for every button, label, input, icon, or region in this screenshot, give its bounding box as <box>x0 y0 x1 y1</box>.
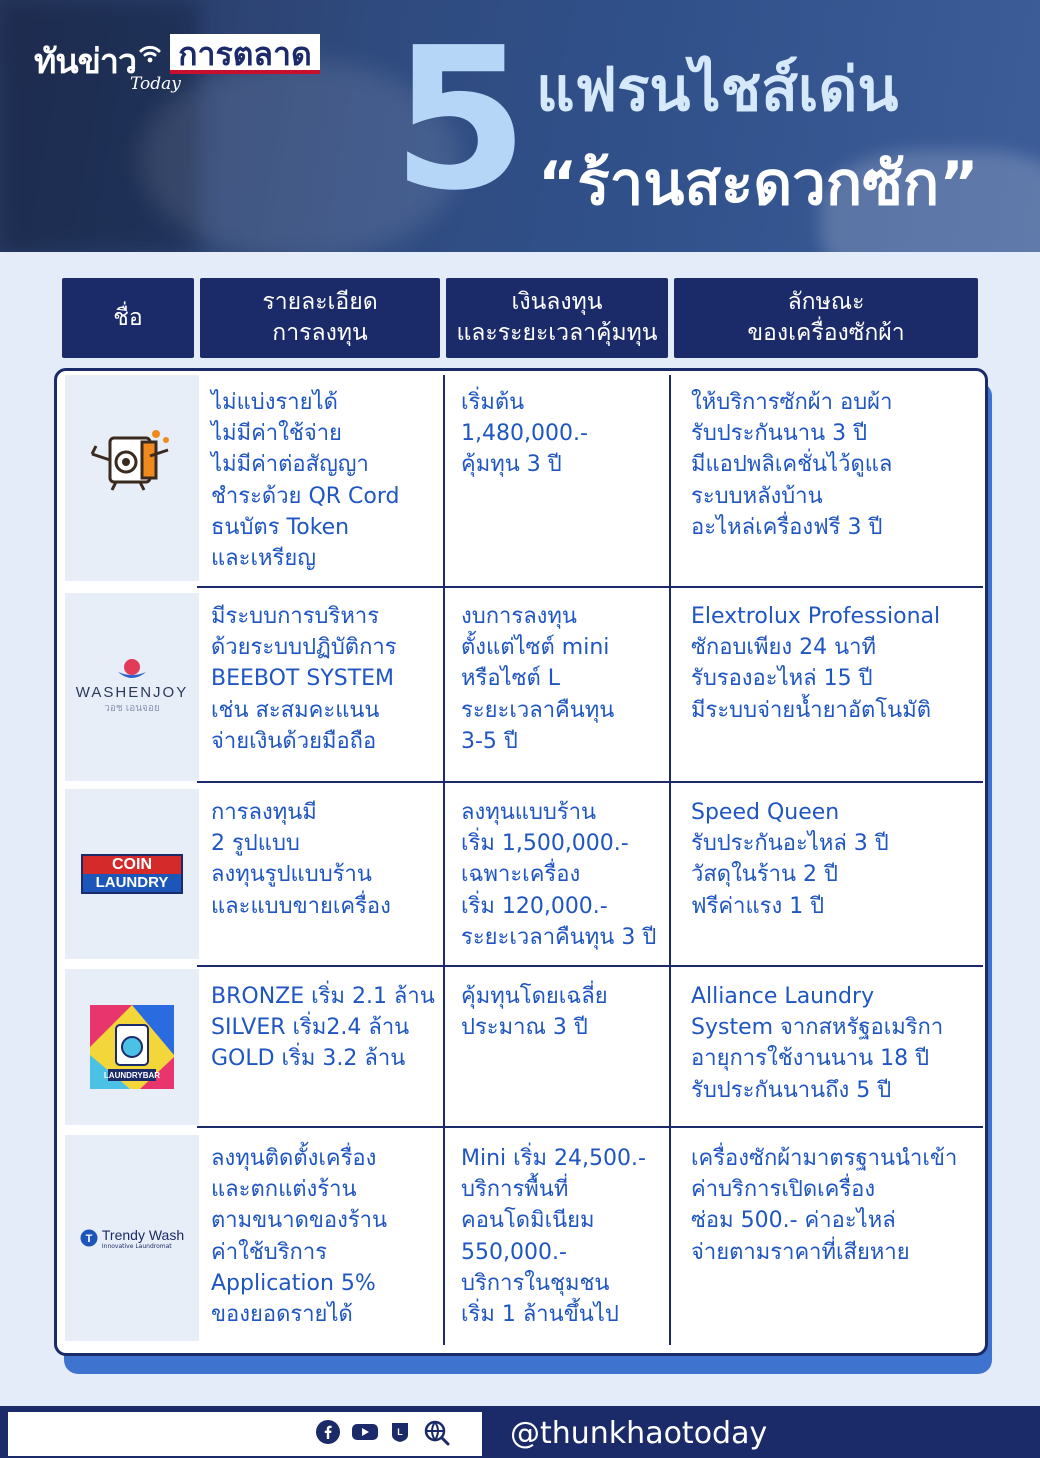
row4-investment: คุ้มทุนโดยเฉลี่ย ประมาณ 3 ปี <box>461 984 608 1041</box>
footer <box>0 1406 1040 1458</box>
svg-text:L: L <box>397 1427 403 1437</box>
washenjoy-logo[interactable] <box>65 593 199 781</box>
row3-investment: ลงทุนแบบร้าน เริ่ม 1,500,000.- เฉพาะเครื่อง เริ่ม 120,000.- ระยะเวลาคืนทุน 3 ปี <box>461 800 657 950</box>
hero-banner <box>0 0 1040 252</box>
row-divider <box>197 781 983 783</box>
washenjoy-name: WASHENJOY <box>75 684 189 701</box>
row-divider <box>197 586 983 588</box>
table-row <box>65 375 981 585</box>
table-header <box>62 278 978 358</box>
row1-machine: ให้บริการซักผ้า อบผ้า รับประกันนาน 3 ปี มีแอปพลิเคชั่นไว้ดูแล ระบบหลังบ้าน อะไหล่เครื่องฟรี 3 ปี <box>691 390 893 540</box>
trendywash-name: Trendy Wash <box>101 1226 185 1243</box>
brand-section: การตลาด <box>170 34 320 74</box>
row5-detail: ลงทุนติดตั้งเครื่อง และตกแต่งร้าน ตามขนาดของร้าน ค่าใช้บริการ Application 5% ของยอดรายได้ <box>211 1146 388 1328</box>
trendywash-emblem-icon <box>80 1229 98 1247</box>
table-row <box>65 969 981 1129</box>
row4-machine: Alliance Laundry System จากสหรัฐอเมริกา อายุการใช้งานนาน 18 ปี รับประกันนานถึง 5 ปี <box>691 984 944 1103</box>
headline-line1: แฟรนไชส์เด่น <box>536 55 899 125</box>
header-name: ชื่อ <box>62 278 194 358</box>
svg-text:T: T <box>85 1233 93 1245</box>
washenjoy-sub: วอช เอนจอย <box>104 703 160 714</box>
bubble-logo-icon <box>117 658 147 680</box>
web-search-icon[interactable] <box>424 1420 448 1444</box>
laundrybar-emblem-icon <box>90 1005 174 1089</box>
trendywash-sub: Innovative Laundromat <box>101 1242 172 1250</box>
row5-investment: Mini เริ่ม 24,500.- บริการพื้นที่ คอนโดมิเนียม 550,000.- บริการในชุมชน เริ่ม 1 ล้านขึ้นไป <box>461 1146 646 1328</box>
row1-detail: ไม่แบ่งรายได้ ไม่มีค่าใช้จ่าย ไม่มีค่าต่อสัญญา ชำระด้วย QR Cord ธนบัตร Token และเหรียญ <box>211 390 400 572</box>
row2-detail: มีระบบการบริหาร ด้วยระบบปฏิบัติการ BEEBOT SYSTEM เช่น สะสมคะแนน จ่ายเงินด้วยมือถือ <box>211 604 397 754</box>
social-handle[interactable]: @thunkhaotoday <box>510 1416 768 1451</box>
franchise-table <box>54 368 988 1356</box>
headline-number: 5 <box>392 6 523 234</box>
washing-machine-mascot-icon <box>82 426 182 530</box>
header-investment: เงินลงทุน และระยะเวลาคุ้มทุน <box>446 278 668 358</box>
row3-detail: การลงทุนมี 2 รูปแบบ ลงทุนรูปแบบร้าน และแบบขายเครื่อง <box>211 800 391 919</box>
header-machine: ลักษณะ ของเครื่องซักผ้า <box>674 278 978 358</box>
table-row <box>65 593 981 783</box>
brand-sub: Today <box>130 74 181 94</box>
brand-name: ทันข่าว <box>34 42 137 82</box>
facebook-icon[interactable] <box>316 1420 340 1444</box>
table-row <box>65 1135 981 1347</box>
laundry-text: LAUNDRY <box>83 874 181 892</box>
row5-machine: เครื่องซักผ้ามาตรฐานนำเข้า ค่าบริการเปิดเครื่อง ซ่อม 500.- ค่าอะไหล่ จ่ายตามราคาที่เสียหาย <box>691 1146 958 1265</box>
coin-laundry-logo[interactable] <box>65 789 199 959</box>
trendywash-logo[interactable] <box>65 1135 199 1341</box>
laundrybar-logo[interactable] <box>65 969 199 1125</box>
line-icon[interactable] <box>388 1420 412 1444</box>
row3-machine: Speed Queen รับประกันอะไหล่ 3 ปี วัสดุในร้าน 2 ปี ฟรีค่าแรง 1 ปี <box>691 800 889 919</box>
row4-detail: BRONZE เริ่ม 2.1 ล้าน SILVER เริ่ม2.4 ล้าน GOLD เริ่ม 3.2 ล้าน <box>211 984 435 1072</box>
sanook-logo[interactable] <box>65 375 199 581</box>
table-row <box>65 789 981 963</box>
row-divider <box>197 1126 983 1128</box>
wifi-icon <box>138 42 162 66</box>
headline-line2: “ร้านสะดวกซัก” <box>538 149 979 219</box>
row-divider <box>197 965 983 967</box>
brand-logo[interactable] <box>34 34 320 94</box>
coin-text: COIN <box>83 856 181 874</box>
row2-investment: งบการลงทุน ตั้งแต่ไซต์ mini หรือไซต์ L ระยะเวลาคืนทุน 3-5 ปี <box>461 604 615 754</box>
row2-machine: Elextrolux Professional ซักอบเพียง 24 นาที รับรองอะไหล่ 15 ปี มีระบบจ่ายน้ำยาอัตโนมัติ <box>691 604 941 723</box>
header-detail: รายละเอียด การลงทุน <box>200 278 440 358</box>
laundrybar-text: LAUNDRYBAR <box>103 1071 161 1080</box>
row1-investment: เริ่มต้น 1,480,000.- คุ้มทุน 3 ปี <box>461 390 588 478</box>
youtube-icon[interactable] <box>352 1420 376 1444</box>
